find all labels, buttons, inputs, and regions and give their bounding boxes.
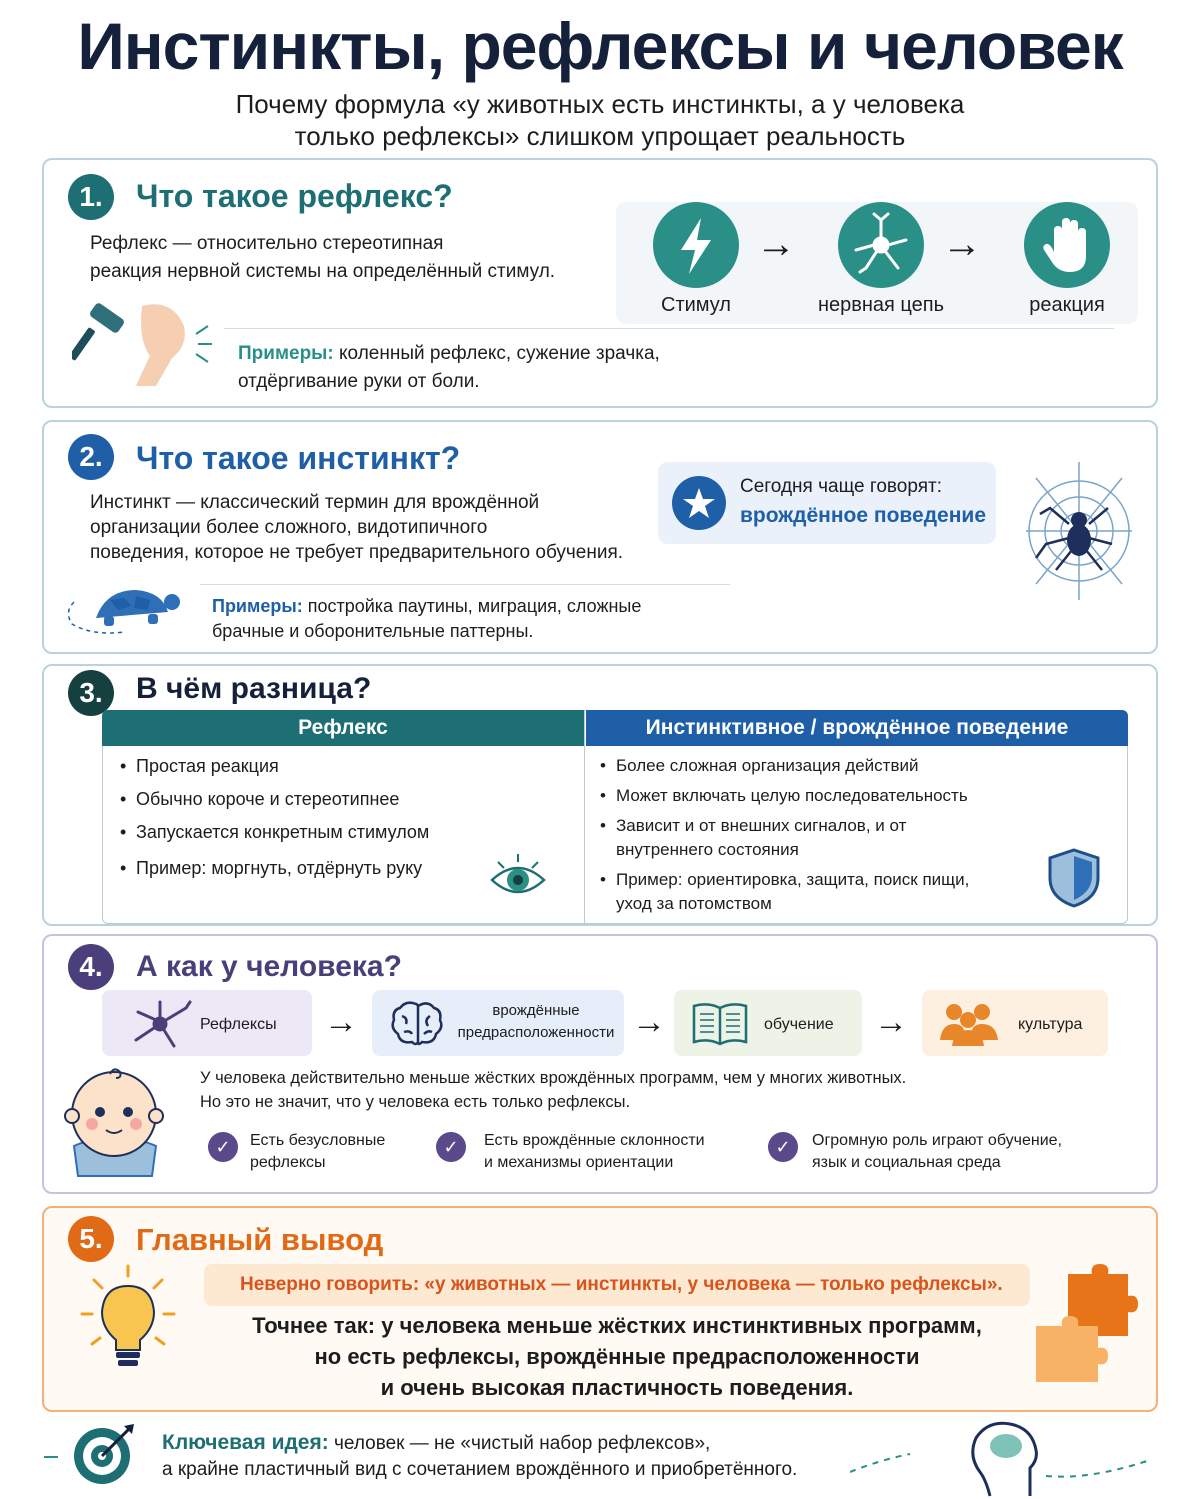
section-heading: Что такое инстинкт? <box>136 440 461 476</box>
page-title: Инстинкты, рефлексы и человек <box>77 9 1123 83</box>
correct-statement: Точнее так: у человека меньше жёстких инстинктивных программ, но есть рефлексы, врождённые предрасположенности и очень высокая пластичность поведения. <box>252 1313 982 1400</box>
chain-label-reaction: реакция <box>1029 294 1105 316</box>
section-number: 4. <box>68 944 114 990</box>
flow-label: обучение <box>764 1016 834 1033</box>
hand-icon <box>1024 202 1110 288</box>
instinct-examples: Примеры: постройка паутины, миграция, сложные брачные и оборонительные паттерны. <box>212 596 642 641</box>
check-icon: ✓ <box>436 1132 466 1162</box>
column-divider <box>584 710 585 924</box>
chain-label-stimulus: Стимул <box>661 294 731 316</box>
turtle-icon <box>62 582 186 643</box>
reflex-definition: Рефлекс — относительно стереотипная реакция нервной системы на определённый стимул. <box>90 233 556 282</box>
book-icon <box>690 1000 750 1053</box>
section-heading: Что такое рефлекс? <box>136 178 453 214</box>
lightbulb-icon <box>76 1262 180 1381</box>
subtitle-line-2: только рефлексы» слишком упрощает реальность <box>294 121 906 151</box>
eye-icon <box>488 852 548 913</box>
list-item: • Обычно короче и стереотипнее <box>120 787 429 811</box>
neuron-icon <box>838 202 924 288</box>
target-icon <box>70 1422 140 1491</box>
key-idea: Ключевая идея: человек — не «чистый набор рефлексов», а крайне пластичный вид с сочетанием врождённого и приобретённого. <box>162 1431 798 1480</box>
arrow-icon: → <box>632 1003 666 1041</box>
list-item: • Запускается конкретным стимулом <box>120 820 429 844</box>
flow-label: врождённые предрасположенности <box>457 1002 615 1041</box>
star-icon <box>672 476 726 530</box>
decor-dash <box>44 1456 58 1458</box>
list-item: • Простая реакция <box>120 754 429 778</box>
section-number: 2. <box>68 434 114 480</box>
section-conclusion <box>42 1206 1158 1412</box>
divider <box>200 584 730 585</box>
section-heading: В чём разница? <box>136 672 372 705</box>
spider-web-icon <box>1022 458 1136 609</box>
section-number: 3. <box>68 670 114 716</box>
section-difference <box>42 664 1158 926</box>
brain-icon <box>388 998 446 1053</box>
section-reflex <box>42 158 1158 408</box>
lightning-icon <box>653 202 739 288</box>
check-icon: ✓ <box>208 1132 238 1162</box>
human-point: Есть врождённые склонности и механизмы ориентации <box>484 1132 705 1171</box>
note-line-2: врождённое поведение <box>740 504 987 527</box>
list-item: • Может включать целую последовательность <box>600 784 969 808</box>
page-subtitle <box>0 88 1200 152</box>
flow-label: культура <box>1018 1016 1083 1033</box>
section-number: 5. <box>68 1216 114 1262</box>
list-item: • Пример: моргнуть, отдёрнуть руку <box>120 856 429 880</box>
reflex-column-header: Рефлекс <box>102 710 584 746</box>
neuron-icon <box>130 998 192 1055</box>
note-line-1: Сегодня чаще говорят: <box>740 476 942 497</box>
chain-label-neural: нервная цепь <box>817 294 945 316</box>
divider <box>224 328 1114 329</box>
section-number: 1. <box>68 174 114 220</box>
shield-icon <box>1044 846 1104 915</box>
section-human <box>42 934 1158 1194</box>
reflex-hammer-icon <box>72 298 222 395</box>
wrong-statement: Неверно говорить: «у животных — инстинкты, у человека — только рефлексы». <box>240 1274 1003 1295</box>
flow-label: Рефлексы <box>200 1016 277 1033</box>
instinct-definition: Инстинкт — классический термин для врождённой организации более сложного, видотипичного поведения, которое не требует предварительного обучения. <box>90 492 624 563</box>
check-icon: ✓ <box>768 1132 798 1162</box>
arrow-icon: → <box>756 222 796 266</box>
instinct-traits-list <box>600 754 969 916</box>
reflex-traits-list <box>120 754 429 880</box>
list-item: • Более сложная организация действий <box>600 754 969 778</box>
people-icon <box>936 1000 1002 1053</box>
list-item: • Зависит и от внешних сигналов, и от внутреннего состояния <box>600 814 969 862</box>
reflex-examples: Примеры: коленный рефлекс, сужение зрачка, отдёргивание руки от боли. <box>238 343 660 392</box>
instinct-column-header: Инстинктивное / врождённое поведение <box>586 710 1128 746</box>
puzzle-icon <box>1028 1264 1140 1395</box>
section-instinct <box>42 420 1158 654</box>
head-brain-icon <box>850 1420 1160 1499</box>
arrow-icon: → <box>324 1003 358 1041</box>
human-point: Есть безусловные рефлексы <box>250 1132 386 1171</box>
section-heading: Главный вывод <box>136 1222 384 1257</box>
subtitle-line-1: Почему формула «у животных есть инстинкты, а у человека <box>235 89 965 119</box>
human-point: Огромную роль играют обучение, язык и социальная среда <box>812 1132 1062 1171</box>
section-heading: А как у человека? <box>136 950 402 983</box>
arrow-icon: → <box>942 222 982 266</box>
baby-icon <box>64 1064 164 1185</box>
arrow-icon: → <box>874 1003 908 1041</box>
list-item: • Пример: ориентировка, защита, поиск пищи, уход за потомством <box>600 868 969 916</box>
modern-term-note <box>658 462 996 544</box>
human-text: У человека действительно меньше жёстких врождённых программ, чем у многих животных. Но это не значит, что у человека есть только рефлексы. <box>200 1069 907 1111</box>
